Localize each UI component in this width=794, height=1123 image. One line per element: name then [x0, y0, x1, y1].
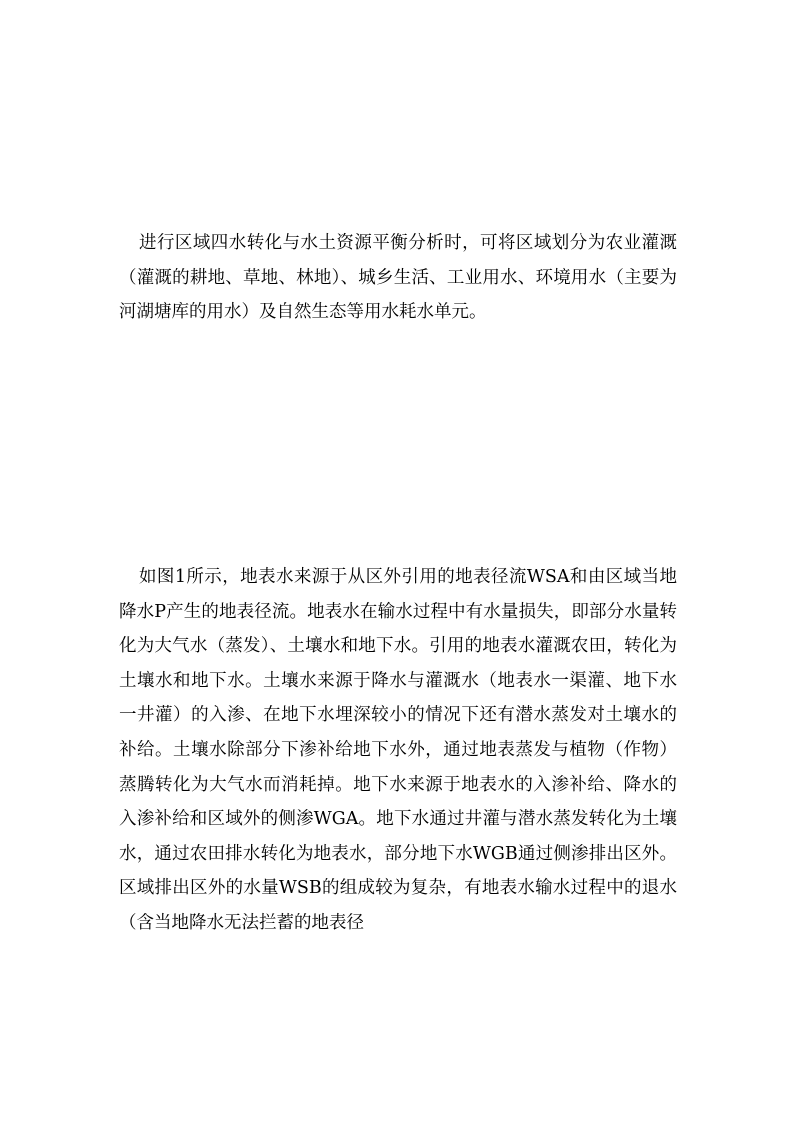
paragraph-four-water-conversion: 如图1所示，地表水来源于从区外引用的地表径流WSA和由区域当地降水P产生的地表径流。地表水在输水过程中有水量损失，即部分水量转化为大气水（蒸发）、土壤水和地下水。引用的地表水灌溉农田，转化为土壤水和地下水。土壤水来源于降水与灌溉水（地表水一渠灌、地下水一井灌）的入渗、在地下水埋深较小的情况下还有潜水蒸发对土壤水的补给。土壤水除部分下渗补给地下水外，通过地表蒸发与植物（作物）蒸腾转化为大气水而消耗掉。地下水来源于地表水的入渗补给、降水的入渗补给和区域外的侧渗WGA。地下水通过井灌与潜水蒸发转化为土壤水，通过农田排水转化为地表水，部分地下水WGB通过侧渗排出区外。区域排出区外的水量WSB的组成较为复杂，有地表水输水过程中的退水（含当地降水无法拦蓄的地表径 — [119, 567, 677, 933]
paragraph-regional-water-units: 进行区域四水转化与水土资源平衡分析时，可将区域划分为农业灌溉（灌溉的耕地、草地、林地）、城乡生活、工业用水、环境用水（主要为河湖塘库的用水）及自然生态等用水耗水单元。 — [119, 233, 677, 323]
